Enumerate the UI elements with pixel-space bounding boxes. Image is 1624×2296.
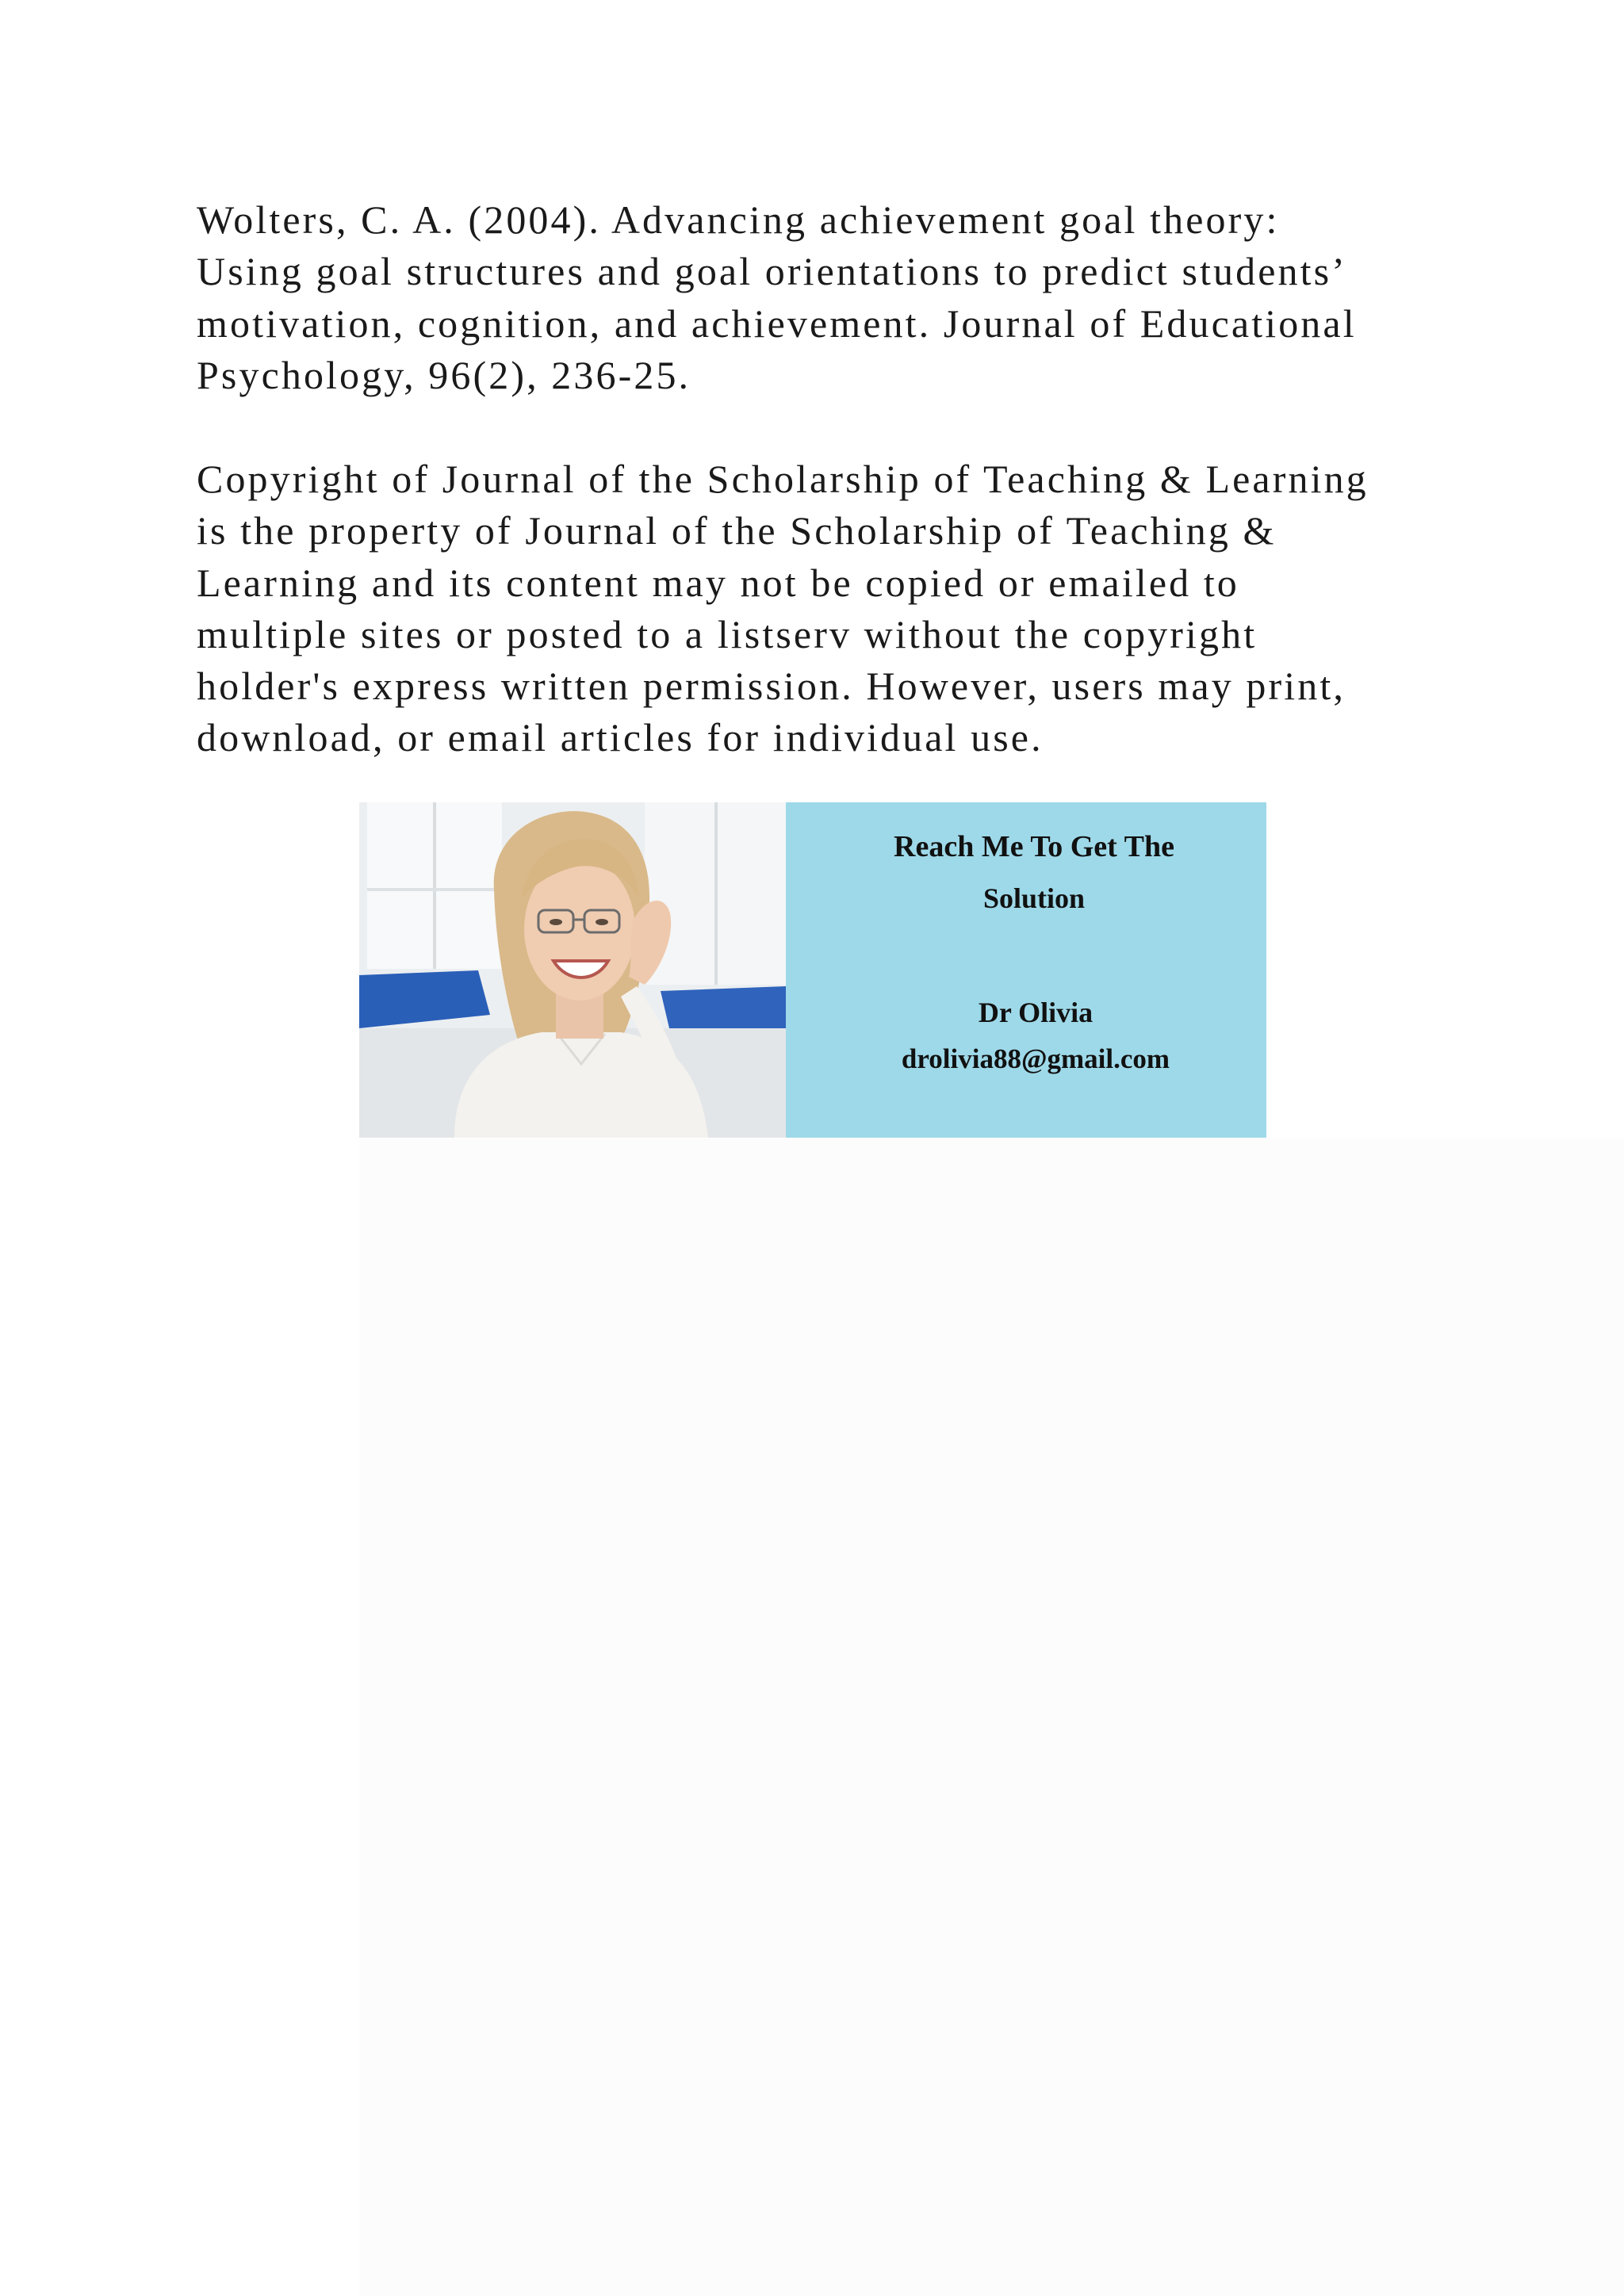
contact-panel [786,802,1266,1138]
reference-line: Wolters, C. A. (2004). Advancing achievement goal theory: [197,197,1280,242]
reference-paragraph [197,194,1434,401]
banner-heading-line2: Solution [982,882,1086,914]
contact-name: Dr Olivia [978,997,1094,1028]
copyright-line: Copyright of Journal of the Scholarship of Teaching & Learning [197,457,1369,501]
contact-banner [359,802,1266,1138]
copyright-line: Learning and its content may not be copied or emailed to [197,560,1239,605]
portrait-photo [359,802,786,1138]
reference-line: Using goal structures and goal orientations to predict students’ [197,249,1347,294]
copyright-line: holder's express written permission. However, users may print, [197,664,1346,709]
page-lower-region [359,1138,1624,2296]
copyright-paragraph [197,453,1434,764]
contact-email[interactable]: drolivia88@gmail.com [901,1043,1170,1074]
reference-line: motivation, cognition, and achievement. Journal of Educational [197,300,1357,346]
copyright-line: download, or email articles for individual use. [197,715,1044,760]
copyright-line: multiple sites or posted to a listserv without the copyright [197,611,1258,656]
portrait-illustration [359,802,786,1138]
copyright-line: is the property of Journal of the Scholarship of Teaching & [197,508,1277,553]
banner-heading-line1: Reach Me To Get The [894,830,1174,863]
reference-line: Psychology, 96(2), 236-25. [197,352,691,397]
